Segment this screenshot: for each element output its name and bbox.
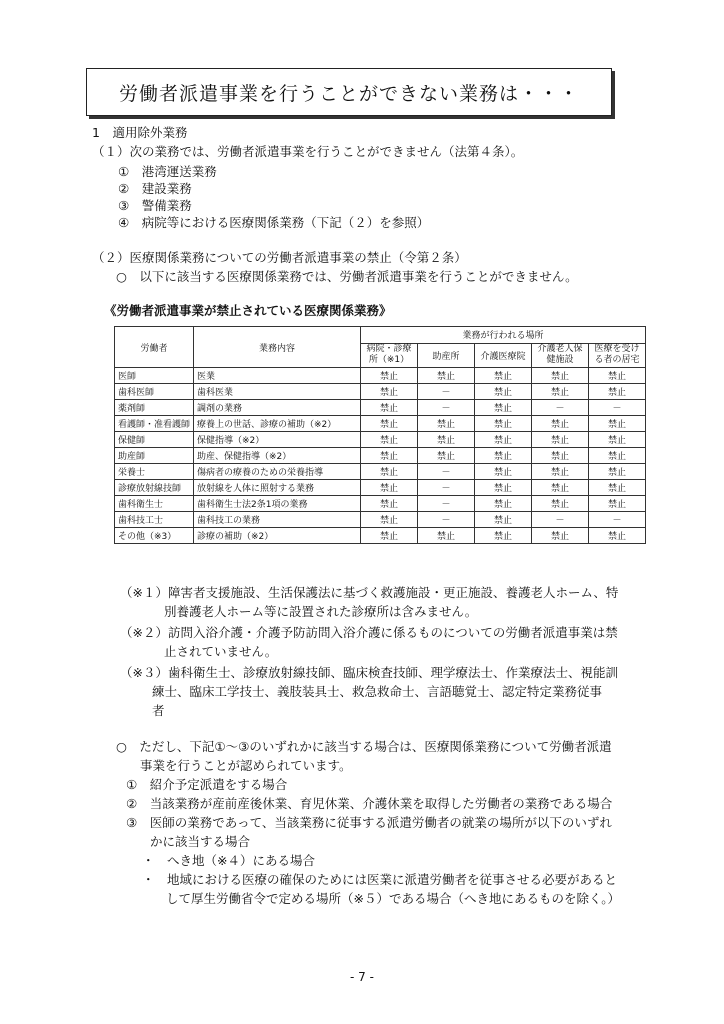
item2-heading: （２）医療関係業務についての労働者派遣事業の禁止（令第２条） bbox=[92, 250, 467, 265]
status-cell: 禁止 bbox=[475, 464, 532, 480]
page-title: 労働者派遣事業を行うことができない業務は・・・ bbox=[86, 68, 612, 116]
exception-line: 事業を行うことが認められています。 bbox=[140, 758, 352, 773]
col-header-place: 助産所 bbox=[418, 343, 475, 367]
exception-line: して厚生労働省令で定める場所（※５）である場合（へき地にあるものを除く。） bbox=[166, 891, 620, 906]
status-cell: 禁止 bbox=[589, 528, 646, 544]
item2-text: ○ 以下に該当する医療関係業務では、労働者派遣事業を行うことができません。 bbox=[116, 269, 578, 284]
status-cell: 禁止 bbox=[418, 528, 475, 544]
status-cell: 禁止 bbox=[532, 464, 589, 480]
exception-line: ② 当該業務が産前産後休業、育児休業、介護休業を取得した労働者の業務である場合 bbox=[126, 796, 613, 811]
table-caption: 《労働者派遣事業が禁止されている医療関係業務》 bbox=[104, 303, 392, 318]
work-cell: 歯科衛生士法2条1項の業務 bbox=[194, 496, 361, 512]
col-header-place-group: 業務が行われる場所 bbox=[361, 327, 646, 344]
status-cell: 禁止 bbox=[475, 400, 532, 416]
status-cell: － bbox=[589, 512, 646, 528]
table-row bbox=[115, 448, 646, 464]
status-cell: 禁止 bbox=[475, 448, 532, 464]
status-cell: 禁止 bbox=[532, 496, 589, 512]
worker-cell: 助産師 bbox=[115, 448, 194, 464]
status-cell: － bbox=[532, 400, 589, 416]
col-header-place: 介護老人保健施設 bbox=[532, 343, 589, 367]
work-cell: 歯科医業 bbox=[194, 384, 361, 400]
status-cell: 禁止 bbox=[532, 416, 589, 432]
status-cell: － bbox=[418, 400, 475, 416]
status-cell: 禁止 bbox=[589, 496, 646, 512]
exception-line: ○ ただし、下記①～③のいずれかに該当する場合は、医療関係業務について労働者派遣 bbox=[116, 739, 612, 754]
status-cell: 禁止 bbox=[532, 448, 589, 464]
status-cell: 禁止 bbox=[532, 480, 589, 496]
table-row bbox=[115, 416, 646, 432]
table-row bbox=[115, 496, 646, 512]
status-cell: 禁止 bbox=[418, 416, 475, 432]
worker-cell: 医師 bbox=[115, 368, 194, 384]
work-cell: 診療の補助（※2） bbox=[194, 528, 361, 544]
exception-line: ・ へき地（※４）にある場合 bbox=[142, 853, 315, 868]
status-cell: 禁止 bbox=[475, 496, 532, 512]
status-cell: 禁止 bbox=[361, 464, 418, 480]
exception-line: ③ 医師の業務であって、当該業務に従事する派遣労働者の就業の場所が以下のいずれ bbox=[126, 815, 612, 830]
worker-cell: 栄養士 bbox=[115, 464, 194, 480]
status-cell: － bbox=[418, 384, 475, 400]
exception-line: ・ 地域における医療の確保のためには医業に派遣労働者を従事させる必要があると bbox=[142, 872, 618, 887]
status-cell: 禁止 bbox=[589, 448, 646, 464]
status-cell: 禁止 bbox=[418, 432, 475, 448]
list-item: ④ 病院等における医療関係業務（下記（２）を参照） bbox=[118, 215, 430, 230]
status-cell: － bbox=[418, 512, 475, 528]
worker-cell: 診療放射線技師 bbox=[115, 480, 194, 496]
status-cell: 禁止 bbox=[532, 368, 589, 384]
note-line: 止されていません。 bbox=[164, 644, 278, 659]
table-row bbox=[115, 512, 646, 528]
note-line: （※３）歯科衛生士、診療放射線技師、臨床検査技師、理学療法士、作業療法士、視能訓 bbox=[120, 665, 618, 680]
table-row bbox=[115, 464, 646, 480]
status-cell: － bbox=[418, 496, 475, 512]
status-cell: 禁止 bbox=[475, 512, 532, 528]
table-row bbox=[115, 368, 646, 384]
work-cell: 傷病者の療養のための栄養指導 bbox=[194, 464, 361, 480]
status-cell: 禁止 bbox=[532, 384, 589, 400]
status-cell: 禁止 bbox=[361, 400, 418, 416]
exception-line: かに該当する場合 bbox=[150, 834, 251, 849]
note-line: （※１）障害者支援施設、生活保護法に基づく救護施設・更正施設、養護老人ホーム、特 bbox=[120, 585, 619, 600]
status-cell: 禁止 bbox=[361, 512, 418, 528]
list-item: ② 建設業務 bbox=[118, 181, 192, 196]
worker-cell: 薬剤師 bbox=[115, 400, 194, 416]
status-cell: 禁止 bbox=[361, 528, 418, 544]
status-cell: 禁止 bbox=[475, 384, 532, 400]
note-1 bbox=[120, 583, 618, 621]
note-line: 者 bbox=[152, 703, 165, 718]
col-header-place: 医療を受ける者の居宅 bbox=[589, 343, 646, 367]
note-3 bbox=[120, 663, 618, 720]
status-cell: 禁止 bbox=[589, 384, 646, 400]
note-2 bbox=[120, 623, 618, 661]
note-line: 別養護老人ホーム等に設置された診療所は含みません。 bbox=[164, 604, 478, 619]
worker-cell: 歯科衛生士 bbox=[115, 496, 194, 512]
work-cell: 調剤の業務 bbox=[194, 400, 361, 416]
table-row bbox=[115, 480, 646, 496]
col-header-place: 病院・診療所（※1） bbox=[361, 343, 418, 367]
status-cell: 禁止 bbox=[475, 368, 532, 384]
status-cell: 禁止 bbox=[418, 368, 475, 384]
status-cell: － bbox=[418, 464, 475, 480]
col-header-place: 介護医療院 bbox=[475, 343, 532, 367]
col-header-work: 業務内容 bbox=[194, 327, 361, 368]
worker-cell: その他（※3） bbox=[115, 528, 194, 544]
status-cell: 禁止 bbox=[361, 480, 418, 496]
status-cell: － bbox=[589, 400, 646, 416]
table-row bbox=[115, 528, 646, 544]
page-number: - 7 - bbox=[350, 970, 374, 984]
list-item: ③ 警備業務 bbox=[118, 198, 192, 213]
status-cell: 禁止 bbox=[589, 416, 646, 432]
section-heading: 1 適用除外業務 bbox=[92, 125, 188, 140]
status-cell: 禁止 bbox=[361, 416, 418, 432]
status-cell: 禁止 bbox=[589, 368, 646, 384]
status-cell: 禁止 bbox=[475, 432, 532, 448]
status-cell: 禁止 bbox=[475, 528, 532, 544]
status-cell: 禁止 bbox=[589, 464, 646, 480]
status-cell: 禁止 bbox=[589, 432, 646, 448]
worker-cell: 歯科医師 bbox=[115, 384, 194, 400]
list-item: ① 港湾運送業務 bbox=[118, 164, 217, 179]
worker-cell: 保健師 bbox=[115, 432, 194, 448]
worker-cell: 看護師・准看護師 bbox=[115, 416, 194, 432]
status-cell: 禁止 bbox=[361, 368, 418, 384]
status-cell: 禁止 bbox=[475, 416, 532, 432]
note-line: 練士、臨床工学技士、義肢装具士、救急救命士、言語聴覚士、認定特定業務従事 bbox=[152, 684, 603, 699]
item1-text: （１）次の業務では、労働者派遣事業を行うことができません（法第４条）。 bbox=[92, 144, 524, 159]
status-cell: 禁止 bbox=[361, 448, 418, 464]
work-cell: 助産、保健指導（※2） bbox=[194, 448, 361, 464]
status-cell: 禁止 bbox=[532, 528, 589, 544]
col-header-worker: 労働者 bbox=[115, 327, 194, 368]
worker-cell: 歯科技工士 bbox=[115, 512, 194, 528]
exception-line: ① 紹介予定派遣をする場合 bbox=[126, 777, 288, 792]
status-cell: 禁止 bbox=[475, 480, 532, 496]
prohibited-work-table bbox=[114, 326, 646, 544]
note-line: （※２）訪問入浴介護・介護予防訪問入浴介護に係るものについての労働者派遣事業は禁 bbox=[120, 625, 618, 640]
table-row bbox=[115, 400, 646, 416]
work-cell: 歯科技工の業務 bbox=[194, 512, 361, 528]
status-cell: － bbox=[532, 512, 589, 528]
status-cell: 禁止 bbox=[589, 480, 646, 496]
table-row bbox=[115, 384, 646, 400]
exceptions bbox=[116, 737, 620, 908]
status-cell: 禁止 bbox=[418, 448, 475, 464]
status-cell: 禁止 bbox=[361, 432, 418, 448]
status-cell: 禁止 bbox=[361, 496, 418, 512]
work-cell: 医業 bbox=[194, 368, 361, 384]
status-cell: 禁止 bbox=[361, 384, 418, 400]
status-cell: － bbox=[418, 480, 475, 496]
table-row bbox=[115, 432, 646, 448]
work-cell: 保健指導（※2） bbox=[194, 432, 361, 448]
status-cell: 禁止 bbox=[532, 432, 589, 448]
work-cell: 放射線を人体に照射する業務 bbox=[194, 480, 361, 496]
work-cell: 療養上の世話、診療の補助（※2） bbox=[194, 416, 361, 432]
